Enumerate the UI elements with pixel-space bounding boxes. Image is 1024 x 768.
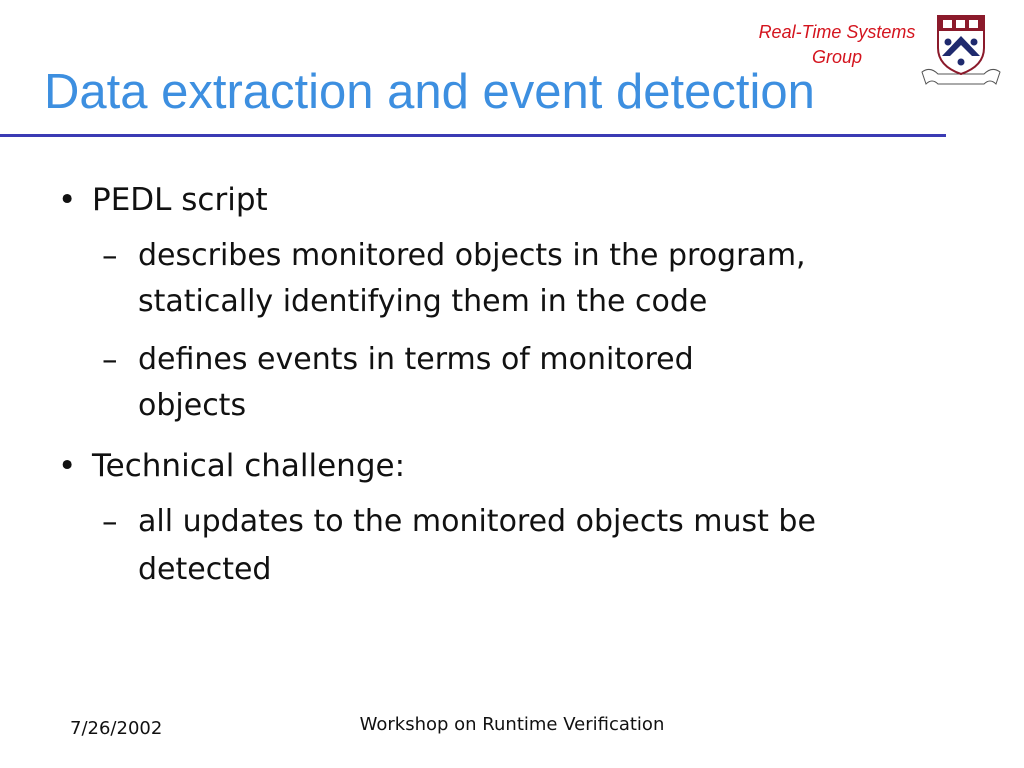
logo-plate-right xyxy=(971,39,978,46)
dash-marker: – xyxy=(102,504,118,540)
sub-bullet-line: objects xyxy=(138,388,247,423)
sub-bullet-line: describes monitored objects in the program, xyxy=(138,238,806,273)
group-label-line1: Real-Time Systems xyxy=(758,22,916,42)
logo-book-right xyxy=(969,20,978,28)
footer-date: 7/26/2002 xyxy=(70,718,163,739)
dash-marker: – xyxy=(102,342,118,378)
logo-book-center xyxy=(956,20,965,28)
university-shield-logo-icon xyxy=(920,14,1002,92)
dash-marker: – xyxy=(102,238,118,274)
slide-title: Data extraction and event detection xyxy=(44,65,815,119)
logo-book-left xyxy=(943,20,952,28)
group-label-line2: Group xyxy=(811,47,863,67)
bullet-marker: • xyxy=(58,448,77,484)
logo-plate-bottom xyxy=(958,59,965,66)
bullet-pedl-script: PEDL script xyxy=(92,182,268,218)
footer-event-name: Workshop on Runtime Verification xyxy=(359,714,665,735)
bullet-marker: • xyxy=(58,182,77,218)
bullet-technical-challenge: Technical challenge: xyxy=(92,448,406,484)
sub-bullet-line: all updates to the monitored objects must be xyxy=(138,504,816,539)
sub-bullet-line: statically identifying them in the code xyxy=(138,284,708,319)
sub-bullet-line: defines events in terms of monitored xyxy=(138,342,694,377)
logo-plate-left xyxy=(945,39,952,46)
title-divider xyxy=(0,134,946,137)
sub-bullet-line: detected xyxy=(138,552,272,587)
